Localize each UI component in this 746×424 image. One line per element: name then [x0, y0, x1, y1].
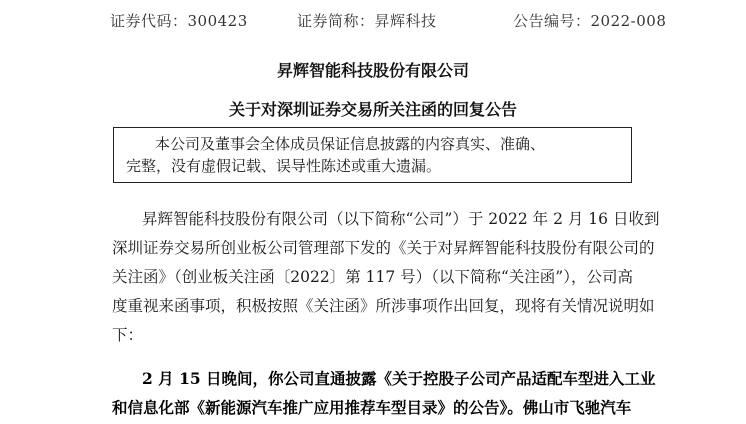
stock-code: 证券代码：300423 — [110, 12, 248, 30]
announcement-number: 公告编号：2022-008 — [513, 12, 667, 30]
body-paragraph-1 — [112, 205, 660, 350]
disclaimer-box — [113, 127, 632, 183]
stock-name: 证券简称：昇辉科技 — [297, 12, 437, 30]
disclaimer-line-1: 本公司及董事会全体成员保证信息披露的内容真实、准确、 — [155, 135, 546, 153]
paragraph-line: 下： — [112, 326, 144, 344]
company-title: 昇辉智能科技股份有限公司 — [276, 61, 469, 80]
body-paragraph-2 — [112, 364, 656, 422]
paragraph-line: 深圳证券交易所创业板公司管理部下发的《关于对昇辉智能科技股份有限公司的 — [112, 239, 655, 257]
paragraph-line: 2 月 15 日晚间，你公司直通披露《关于控股子公司产品适配车型进入工业 — [142, 369, 656, 388]
paragraph-line: 昇辉智能科技股份有限公司（以下简称“公司”）于 2022 年 2 月 16 日收到 — [142, 210, 660, 228]
paragraph-line: 关注函》（创业板关注函〔2022〕第 117 号）（以下简称“关注函”），公司高 — [112, 268, 633, 286]
document-header — [0, 10, 746, 32]
announcement-title: 关于对深圳证券交易所关注函的回复公告 — [228, 100, 517, 119]
paragraph-line: 和信息化部《新能源汽车推广应用推荐车型目录》的公告》。佛山市飞驰汽车 — [112, 398, 632, 417]
disclaimer-line-2: 完整，没有虚假记载、误导性陈述或重大遗漏。 — [126, 157, 442, 175]
paragraph-line: 度重视来函事项，积极按照《关注函》所涉事项作出回复，现将有关情况说明如 — [112, 297, 655, 315]
